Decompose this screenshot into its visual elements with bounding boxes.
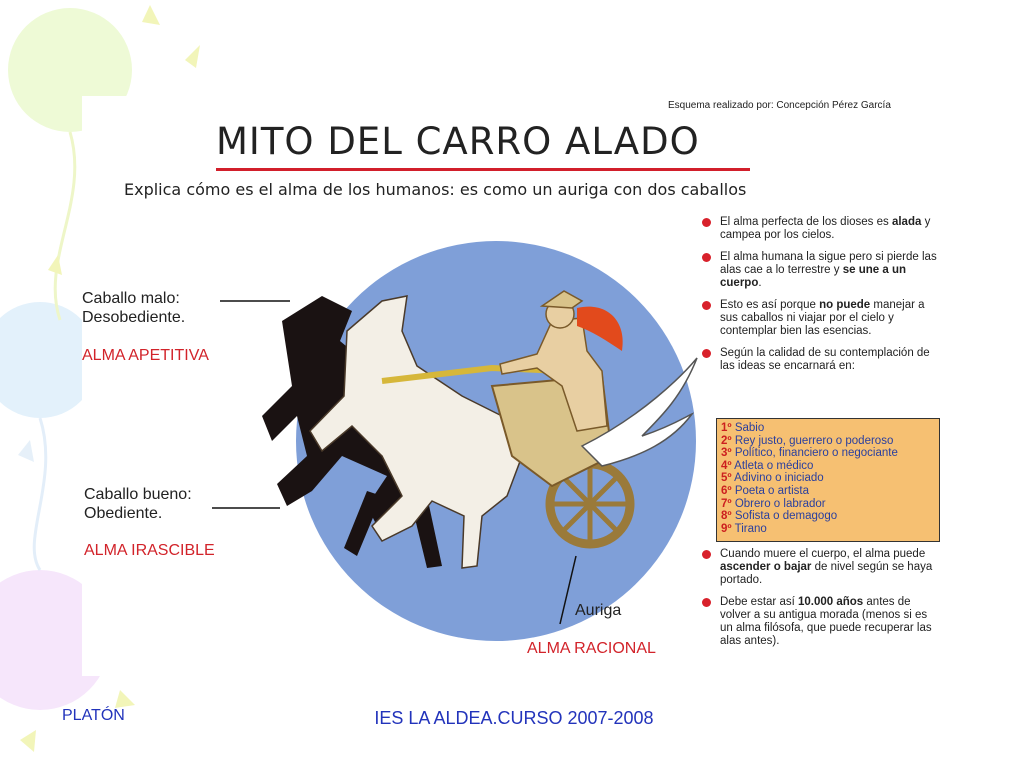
bullet-dot-icon — [702, 598, 711, 607]
scheme-title: MITO DEL CARRO ALADO — [216, 120, 700, 163]
bullet-list-lower — [700, 548, 940, 657]
rank-item: 2º Rey justo, guerrero o poderoso — [721, 434, 894, 447]
bullet-item: Esto es así porque no puede manejar a sus caballos ni viajar por el cielo y contemplar bien las esencias. — [700, 299, 940, 338]
bullet-dot-icon — [702, 253, 711, 262]
label-good-horse: Caballo bueno: Obediente. — [84, 486, 192, 522]
rank-item: 9º Tirano — [721, 522, 767, 535]
label-alma-racional: ALMA RACIONAL — [527, 640, 656, 657]
label-alma-apetitiva: ALMA APETITIVA — [82, 347, 209, 364]
bullet-item: Según la calidad de su contemplación de las ideas se encarnará en: — [700, 347, 940, 373]
rank-item: 4º Atleta o médico — [721, 459, 814, 472]
scheme-subtitle: Explica cómo es el alma de los humanos: es como un auriga con dos caballos — [124, 180, 747, 199]
bullet-dot-icon — [702, 550, 711, 559]
bullet-dot-icon — [702, 349, 711, 358]
rank-item: 6º Poeta o artista — [721, 484, 809, 497]
incarnation-ranks-box — [716, 418, 940, 542]
rank-item: 7º Obrero o labrador — [721, 497, 826, 510]
scheme-image — [82, 96, 944, 676]
bullet-dot-icon — [702, 218, 711, 227]
label-bad-horse: Caballo malo: Desobediente. — [82, 290, 186, 326]
bullet-item: El alma perfecta de los dioses es alada y campea por los cielos. — [700, 216, 940, 242]
footer-school: IES LA ALDEA.CURSO 2007-2008 — [374, 708, 654, 728]
rank-item: 3º Político, financiero o negociante — [721, 447, 898, 460]
bullet-item: Cuando muere el cuerpo, el alma puede ascender o bajar de nivel según se haya portado. — [700, 548, 940, 587]
label-auriga: Auriga — [575, 602, 622, 619]
rank-item: 5º Adivino o iniciado — [721, 472, 824, 485]
label-alma-irascible: ALMA IRASCIBLE — [84, 542, 215, 559]
footer-author: PLATÓN — [62, 707, 125, 724]
rank-item: 1º Sabio — [721, 422, 765, 434]
bullet-item: El alma humana la sigue pero si pierde las alas cae a lo terrestre y se une a un cuerpo. — [700, 251, 940, 290]
bullet-list — [700, 216, 940, 382]
credit-text: Esquema realizado por: Concepción Pérez García — [668, 100, 891, 111]
rank-item: 8º Sofista o demagogo — [721, 510, 838, 523]
bullet-item: Debe estar así 10.000 años antes de volver a su antigua morada (menos si es un alma filósofa, que puede recuperar las alas antes). — [700, 596, 940, 648]
bullet-dot-icon — [702, 301, 711, 310]
